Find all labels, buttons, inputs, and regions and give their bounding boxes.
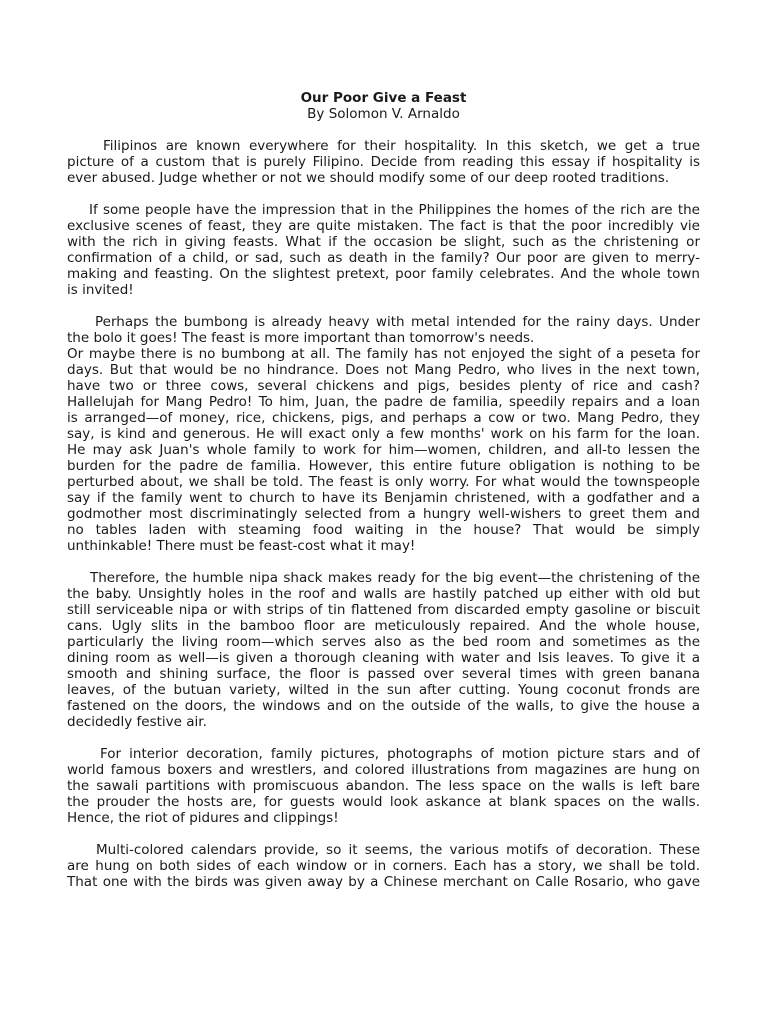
text-line: particularly the living room—which serves also as the bed room and sometimes as the xyxy=(67,634,700,650)
paragraph-impression xyxy=(67,202,700,298)
text-line: Perhaps the bumbong is already heavy with metal intended for the rainy days. Under xyxy=(95,314,700,330)
text-line: exclusive scenes of feast, they are quite mistaken. The fact is that the poor incredibly vie xyxy=(67,218,700,234)
text-line: For interior decoration, family pictures, photographs of motion picture stars and of xyxy=(100,746,700,762)
text-line: the sawali partitions with promiscuous abandon. The less space on the walls is left bare xyxy=(67,778,700,794)
text-line: Multi-colored calendars provide, so it seems, the various motifs of decoration. These xyxy=(96,842,700,858)
text-line: leaves, of the butuan variety, wilted in the sun after cutting. Young coconut fronds are xyxy=(67,682,700,698)
text-line: Hence, the riot of pidures and clippings! xyxy=(67,810,339,826)
text-line: days. But that would be no hindrance. Does not Mang Pedro, who lives in the next town, xyxy=(67,362,700,378)
text-line: still serviceable nipa or with strips of tin flattened from discarded empty gasoline or biscuit xyxy=(67,602,700,618)
text-line: godmother most discriminatingly selected from a hungry well-wishers to greet them and xyxy=(67,506,700,522)
text-line: is arranged—of money, rice, chickens, pigs, and perhaps a cow or two. Mang Pedro, they xyxy=(67,410,700,426)
text-line: That one with the birds was given away by a Chinese merchant on Calle Rosario, who gave xyxy=(67,874,700,890)
text-line: unthinkable! There must be feast-cost what it may! xyxy=(67,538,416,554)
paragraph-nipa-shack xyxy=(67,570,700,730)
text-line: the bolo it goes! The feast is more important than tomorrow's needs. xyxy=(67,330,535,346)
text-line: is invited! xyxy=(67,282,134,298)
text-line: Or maybe there is no bumbong at all. The family has not enjoyed the sight of a peseta for xyxy=(67,346,700,362)
text-line: If some people have the impression that in the Philippines the homes of the rich are the xyxy=(89,202,700,218)
text-line: world famous boxers and wrestlers, and colored illustrations from magazines are hung on xyxy=(67,762,700,778)
text-line: decidedly festive air. xyxy=(67,714,207,730)
paragraph-intro xyxy=(67,138,700,186)
paragraph-interior-decoration xyxy=(67,746,700,826)
text-line: Filipinos are known everywhere for their hospitality. In this sketch, we get a true xyxy=(103,138,700,154)
text-line: ever abused. Judge whether or not we should modify some of our deep rooted traditions. xyxy=(67,170,670,186)
text-line: smooth and shining surface, the floor is passed over several times with green banana xyxy=(67,666,700,682)
text-line: Hallelujah for Mang Pedro! To him, Juan, the padre de familia, speedily repairs and a loan xyxy=(67,394,700,410)
text-line: the baby. Unsightly holes in the roof and walls are hastily patched up either with old but xyxy=(67,586,700,602)
text-line: picture of a custom that is purely Filipino. Decide from reading this essay if hospitality is xyxy=(67,154,700,170)
text-line: making and feasting. On the slightest pretext, poor family celebrates. And the whole town xyxy=(67,266,700,282)
document-page xyxy=(67,90,700,890)
text-line: no tables laden with steaming food waiting in the house? That would be simply xyxy=(67,522,700,538)
document-author: By Solomon V. Arnaldo xyxy=(307,106,460,122)
text-line: burden for the padre de familia. However, this entire future obligation is nothing to be xyxy=(67,458,700,474)
text-line: say if the family went to church to have its Benjamin christened, with a godfather and a xyxy=(67,490,700,506)
text-line: say, is kind and generous. He will exact only a few months' work on his farm for the loan. xyxy=(67,426,700,442)
text-line: confirmation of a child, or sad, such as death in the family? Our poor are given to merry- xyxy=(67,250,700,266)
text-line: cans. Ugly slits in the bamboo floor are meticulously repaired. And the whole house, xyxy=(67,618,700,634)
text-line: have two or three cows, several chickens and pigs, besides plenty of rice and cash? xyxy=(67,378,700,394)
text-line: with the rich in giving feasts. What if the occasion be slight, such as the christening or xyxy=(67,234,700,250)
text-line: perturbed about, we shall be told. The feast is only worry. For what would the townspeople xyxy=(67,474,700,490)
text-line: He may ask Juan's whole family to work for him—women, children, and all-to lessen the xyxy=(67,442,700,458)
document-title: Our Poor Give a Feast xyxy=(300,90,467,106)
text-line: Therefore, the humble nipa shack makes ready for the big event—the christening of the xyxy=(90,570,700,586)
text-line: the prouder the hosts are, for guests would look askance at blank spaces on the walls. xyxy=(67,794,700,810)
text-line: are hung on both sides of each window or in corners. Each has a story, we shall be told. xyxy=(67,858,700,874)
paragraph-calendars xyxy=(67,842,700,890)
text-line: dining room as well—is given a thorough cleaning with water and Isis leaves. To give it a xyxy=(67,650,700,666)
paragraph-bumbong xyxy=(67,314,700,554)
text-line: fastened on the doors, the windows and on the outside of the walls, to give the house a xyxy=(67,698,700,714)
